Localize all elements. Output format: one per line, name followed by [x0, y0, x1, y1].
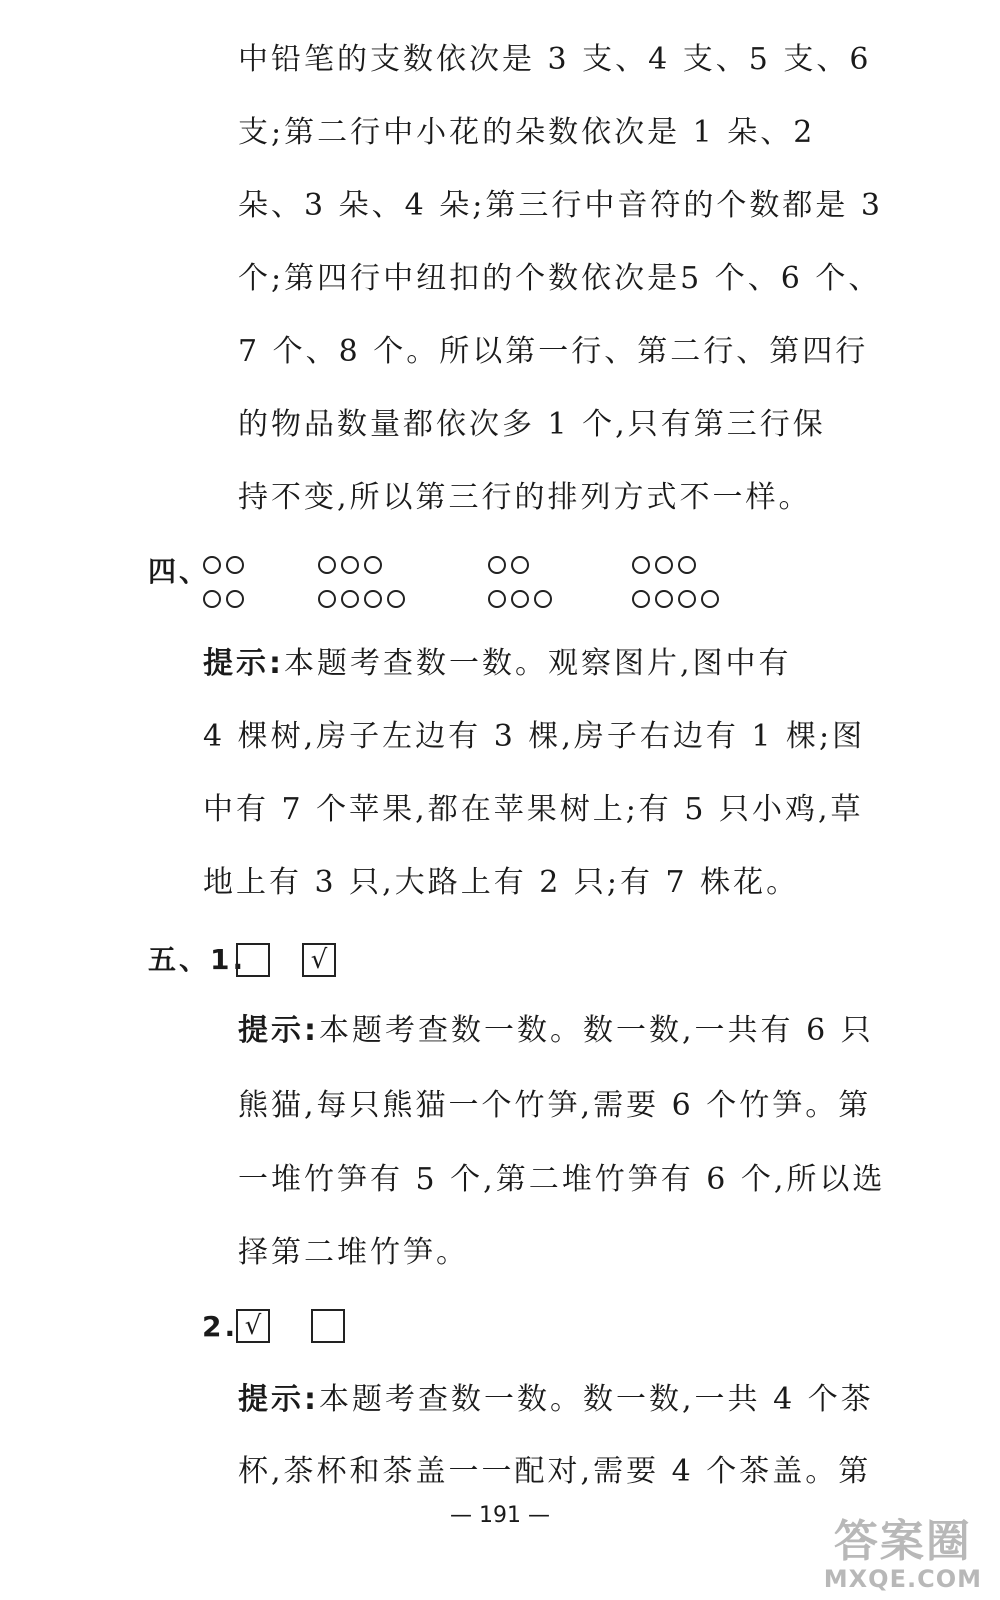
- hint-line: 熊猫,每只熊猫一个竹笋,需要 6 个竹笋。第: [238, 1088, 872, 1123]
- hint-line: 一堆竹笋有 5 个,第二堆竹笋有 6 个,所以选: [238, 1162, 886, 1197]
- circle-icon: [364, 590, 382, 608]
- circle-row-top: [488, 556, 552, 580]
- hint-line: [238, 1380, 874, 1420]
- circle-group-1: [203, 556, 244, 624]
- hint-text: 本题考查数一数。数一数,一共有 6 只: [319, 1013, 874, 1048]
- watermark-url: MXQE.COM: [823, 1565, 982, 1593]
- circle-icon: [632, 556, 650, 574]
- text-line: 中铅笔的支数依次是 3 支、4 支、5 支、6: [238, 42, 872, 77]
- answer-box: [236, 943, 270, 977]
- circle-icon: [655, 556, 673, 574]
- circle-group-2: [318, 556, 405, 624]
- circle-icon: [488, 556, 506, 574]
- hint-line: [203, 644, 792, 684]
- hint-line: 中有 7 个苹果,都在苹果树上;有 5 只小鸡,草: [203, 792, 864, 827]
- hint-line: [238, 1011, 874, 1051]
- hint-line: 杯,茶杯和茶盖一一配对,需要 4 个茶盖。第: [238, 1454, 872, 1489]
- circle-icon: [364, 556, 382, 574]
- circle-icon: [318, 590, 336, 608]
- circle-icon: [203, 556, 221, 574]
- circle-icon: [318, 556, 336, 574]
- circle-group-4: [632, 556, 719, 624]
- circle-row-bottom: [488, 590, 552, 614]
- hint-line: 择第二堆竹笋。: [238, 1235, 469, 1270]
- hint-line: 4 棵树,房子左边有 3 棵,房子右边有 1 棵;图: [203, 719, 866, 754]
- text-line: 个;第四行中纽扣的个数依次是5 个、6 个、: [238, 261, 882, 296]
- circle-row-bottom: [203, 590, 244, 614]
- circle-icon: [655, 590, 673, 608]
- circle-icon: [534, 590, 552, 608]
- circle-row-top: [318, 556, 405, 580]
- text-line: 朵、3 朵、4 朵;第三行中音符的个数都是 3: [238, 188, 883, 223]
- hint-text: 本题考查数一数。数一数,一共 4 个茶: [319, 1382, 874, 1417]
- circle-icon: [678, 556, 696, 574]
- circle-icon: [341, 556, 359, 574]
- hint-label: 提示:: [203, 646, 284, 681]
- circle-icon: [226, 590, 244, 608]
- circle-row-top: [203, 556, 244, 580]
- text-line: 支;第二行中小花的朵数依次是 1 朵、2: [238, 115, 816, 150]
- question-label-2: 2.: [202, 1310, 239, 1343]
- page-number: — 191 —: [450, 1503, 550, 1528]
- circle-icon: [341, 590, 359, 608]
- text-line: 持不变,所以第三行的排列方式不一样。: [238, 480, 812, 515]
- answer-box-checked: √: [302, 943, 336, 977]
- circle-icon: [387, 590, 405, 608]
- circle-icon: [226, 556, 244, 574]
- hint-label: 提示:: [238, 1013, 319, 1048]
- circle-row-top: [632, 556, 719, 580]
- circle-icon: [488, 590, 506, 608]
- watermark-title: 答案圈: [833, 1516, 972, 1567]
- text-line: 7 个、8 个。所以第一行、第二行、第四行: [238, 334, 869, 369]
- section-label-4: 四、: [148, 555, 211, 588]
- hint-text: 本题考查数一数。观察图片,图中有: [284, 646, 792, 681]
- hint-line: 地上有 3 只,大路上有 2 只;有 7 株花。: [203, 865, 800, 900]
- answer-box-checked: √: [236, 1309, 270, 1343]
- answer-box: [311, 1309, 345, 1343]
- circle-icon: [632, 590, 650, 608]
- watermark-logo: [824, 1518, 982, 1592]
- circle-group-3: [488, 556, 552, 624]
- circle-icon: [511, 590, 529, 608]
- circle-row-bottom: [632, 590, 719, 614]
- circle-icon: [203, 590, 221, 608]
- circle-icon: [678, 590, 696, 608]
- hint-label: 提示:: [238, 1382, 319, 1417]
- text-line: 的物品数量都依次多 1 个,只有第三行保: [238, 407, 826, 442]
- circle-icon: [511, 556, 529, 574]
- circle-row-bottom: [318, 590, 405, 614]
- section-label-5: 五、1.: [148, 943, 247, 976]
- circle-icon: [701, 590, 719, 608]
